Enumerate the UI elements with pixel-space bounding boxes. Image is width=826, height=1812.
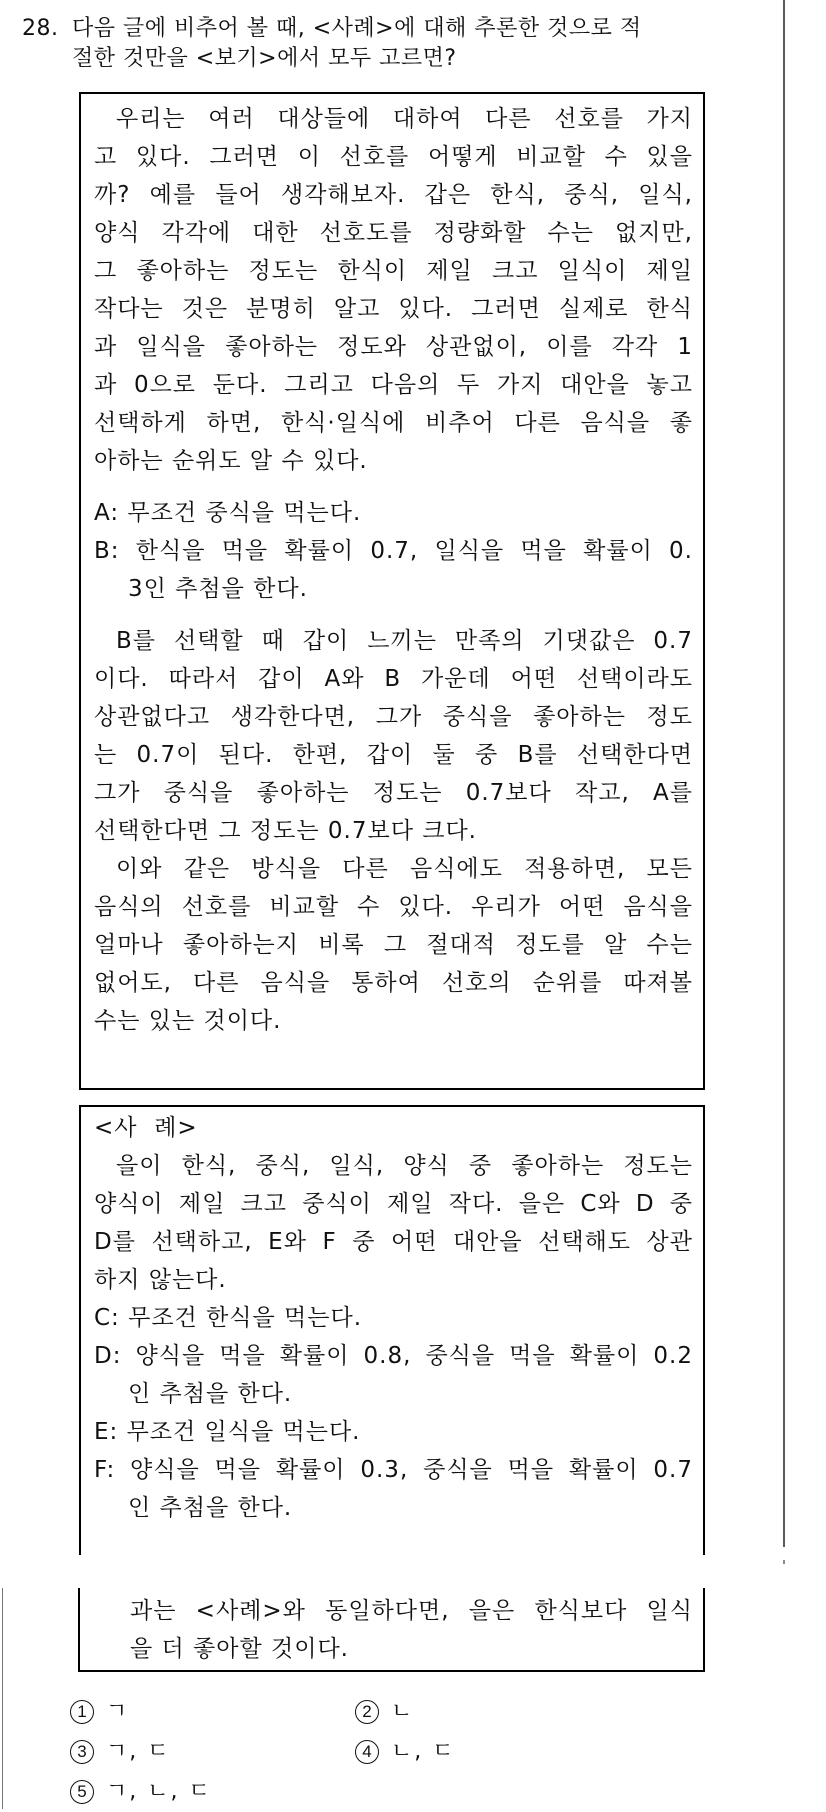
- option-a: A: 무조건 중식을 먹는다.: [94, 500, 362, 526]
- case-line: D를 선택하고, E와 F 중 어떤 대안을 선택해도 상관: [94, 1229, 693, 1255]
- question-text-line1: 다음 글에 비추어 볼 때, <사례>에 대해 추론한 것으로 적: [72, 16, 642, 41]
- case-box: [79, 1105, 705, 1555]
- case-line: 양식이 제일 크고 중식이 제일 작다. 을은 C와 D 중: [94, 1191, 693, 1217]
- option-b-line2: 3인 추첨을 한다.: [128, 576, 308, 602]
- passage-line: 과 0으로 둔다. 그리고 다음의 두 가지 대안을 놓고: [94, 372, 693, 398]
- choice-3[interactable]: [70, 1732, 355, 1772]
- bogi-box: [78, 1588, 705, 1672]
- passage-line: 이다. 따라서 갑이 A와 B 가운데 어떤 선택이라도: [94, 666, 693, 692]
- column-divider: [783, 0, 785, 1547]
- question-stem: [22, 14, 762, 74]
- passage-box: [79, 92, 705, 1090]
- option-d-line1: D: 양식을 먹을 확률이 0.8, 중식을 먹을 확률이 0.2: [94, 1343, 693, 1369]
- passage-line: 이와 같은 방식을 다른 음식에도 적용하면, 모든: [116, 856, 693, 882]
- passage-line: B를 선택할 때 갑이 느끼는 만족의 기댓값은 0.7: [116, 628, 693, 654]
- choice-answer: ㄱ, ㄴ, ㄷ: [106, 1779, 212, 1804]
- passage-line: 양식 각각에 대한 선호도를 정량화할 수는 없지만,: [94, 220, 693, 246]
- choice-number-icon: 1: [70, 1700, 94, 1724]
- option-e: E: 무조건 일식을 먹는다.: [94, 1419, 361, 1445]
- passage-line: 는 0.7이 된다. 한편, 갑이 둘 중 B를 선택한다면: [94, 742, 693, 768]
- passage-line: 없어도, 다른 음식을 통하여 선호의 순위를 따져볼: [94, 970, 693, 996]
- passage-line: 작다는 것은 분명히 알고 있다. 그러면 실제로 한식: [94, 296, 693, 322]
- column-divider-left: [2, 1588, 3, 1809]
- option-c: C: 무조건 한식을 먹는다.: [94, 1305, 363, 1331]
- passage-line: 수는 있는 것이다.: [94, 1008, 282, 1034]
- choice-answer: ㄴ: [391, 1699, 415, 1724]
- passage-line: 상관없다고 생각한다면, 그가 중식을 좋아하는 정도: [94, 704, 693, 730]
- passage-line: 과 일식을 좋아하는 정도와 상관없이, 이를 각각 1: [94, 334, 693, 360]
- choice-4[interactable]: [355, 1732, 640, 1772]
- choice-number-icon: 2: [355, 1700, 379, 1724]
- question-number: 28.: [22, 16, 59, 41]
- choice-answer: ㄱ, ㄷ: [106, 1739, 171, 1764]
- choice-5[interactable]: [70, 1772, 355, 1812]
- passage-line: 아하는 순위도 알 수 있다.: [94, 448, 368, 474]
- bogi-line: 과는 <사례>와 동일하다면, 을은 한식보다 일식: [130, 1598, 693, 1624]
- passage-line: 선택하게 하면, 한식·일식에 비추어 다른 음식을 좋: [94, 410, 693, 436]
- passage-line: 얼마나 좋아하는지 비록 그 절대적 정도를 알 수는: [94, 932, 693, 958]
- passage-line: 고 있다. 그러면 이 선호를 어떻게 비교할 수 있을: [94, 144, 693, 170]
- column-divider-mark: [783, 1560, 785, 1564]
- option-f-line1: F: 양식을 먹을 확률이 0.3, 중식을 먹을 확률이 0.7: [94, 1457, 693, 1483]
- passage-line: 선택한다면 그 정도는 0.7보다 크다.: [94, 818, 477, 844]
- choice-number-icon: 3: [70, 1740, 94, 1764]
- case-line: 을이 한식, 중식, 일식, 양식 중 좋아하는 정도는: [116, 1153, 693, 1179]
- choice-number-icon: 4: [355, 1740, 379, 1764]
- passage-line: 까? 예를 들어 생각해보자. 갑은 한식, 중식, 일식,: [94, 182, 693, 208]
- option-d-line2: 인 추첨을 한다.: [128, 1381, 293, 1407]
- choice-number-icon: 5: [70, 1780, 94, 1804]
- answer-choices: [70, 1692, 770, 1812]
- passage-line: 그 좋아하는 정도는 한식이 제일 크고 일식이 제일: [94, 258, 693, 284]
- choice-1[interactable]: [70, 1692, 355, 1732]
- option-b-line1: B: 한식을 먹을 확률이 0.7, 일식을 먹을 확률이 0.: [94, 538, 693, 564]
- choice-2[interactable]: [355, 1692, 640, 1732]
- passage-line: 그가 중식을 좋아하는 정도는 0.7보다 작고, A를: [94, 780, 693, 806]
- bogi-line: 을 더 좋아할 것이다.: [130, 1636, 349, 1662]
- choice-answer: ㄴ, ㄷ: [391, 1739, 456, 1764]
- question-text-line2: 절한 것만을 <보기>에서 모두 고르면?: [72, 46, 457, 71]
- case-line: 하지 않는다.: [94, 1267, 227, 1293]
- passage-line: 우리는 여러 대상들에 대하여 다른 선호를 가지: [116, 106, 693, 132]
- choice-answer: ㄱ: [106, 1699, 130, 1724]
- passage-line: 음식의 선호를 비교할 수 있다. 우리가 어떤 음식을: [94, 894, 693, 920]
- case-title: <사 례>: [94, 1115, 198, 1141]
- option-f-line2: 인 추첨을 한다.: [128, 1495, 293, 1521]
